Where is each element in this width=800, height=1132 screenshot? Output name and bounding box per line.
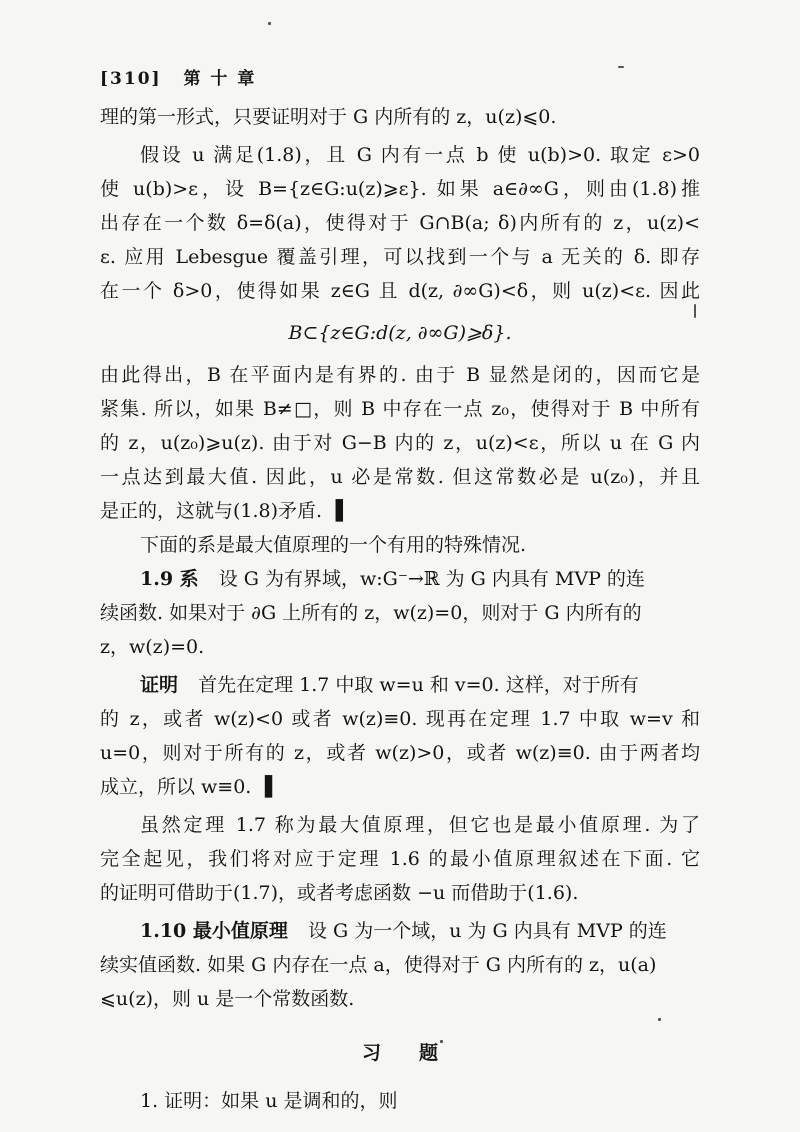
text-line: 假设 u 满足(1.8)，且 G 内有一点 b 使 u(b)>0. 取定 ε>0: [140, 144, 700, 166]
text-line: 虽然定理 1.7 称为最大值原理，但它也是最小值原理. 为了: [140, 814, 700, 836]
text-line: 完全起见，我们将对应于定理 1.6 的最小值原理叙述在下面. 它: [100, 848, 700, 870]
text-line: 续函数. 如果对于 ∂G 上所有的 z，w(z)=0，则对于 G 内所有的: [100, 602, 642, 624]
chapter-title: 第 十 章: [183, 69, 257, 89]
text-line: 下面的系是最大值原理的一个有用的特殊情况.: [140, 534, 527, 556]
text-line: 出存在一个数 δ=δ(a)，使得对于 G∩B(a; δ)内所有的 z，u(z)<: [100, 212, 700, 234]
theorem-1-10: [140, 918, 700, 944]
text-line: u=0，则对于所有的 z，或者 w(z)>0，或者 w(z)≡0. 由于两者均: [100, 742, 700, 764]
scan-speck: [440, 1040, 443, 1043]
text-line: ⩽u(z)，则 u 是一个常数函数.: [100, 988, 355, 1010]
corollary-label: 1.9 系: [140, 568, 199, 590]
page-number: [310]: [100, 69, 162, 89]
corollary-1-9: [140, 566, 700, 592]
scan-speck: [268, 22, 271, 25]
proof-block: [140, 672, 700, 698]
text-line: 由此得出，B 在平面内是有界的. 由于 B 显然是闭的，因而它是: [100, 364, 700, 386]
text-line: 的 z，或者 w(z)<0 或者 w(z)≡0. 现再在定理 1.7 中取 w=v 和: [100, 708, 700, 730]
text-line: 成立，所以 w≡0. ▐: [100, 776, 273, 798]
exercise-item: 1. 证明：如果 u 是调和的，则: [140, 1090, 398, 1112]
scan-speck: [694, 304, 696, 318]
display-formula: B⊂{z∈G:d(z, ∂∞G)⩾δ}.: [288, 322, 512, 344]
text-line: ε. 应用 Lebesgue 覆盖引理，可以找到一个与 a 无关的 δ. 即存: [100, 246, 700, 268]
text-line: 紧集. 所以，如果 B≠□，则 B 中存在一点 z₀，使得对于 B 中所有: [100, 398, 700, 420]
text-line: 一点达到最大值. 因此，u 必是常数. 但这常数必是 u(z₀)，并且: [100, 466, 700, 488]
theorem-label: 1.10 最小值原理: [140, 920, 288, 942]
text-line: 的证明可借助于(1.7)，或者考虑函数 −u 而借助于(1.6).: [100, 882, 579, 904]
exercises-heading: 习 题: [361, 1042, 438, 1064]
text-line: 设 G 为一个域，u 为 G 内具有 MVP 的连: [307, 920, 667, 942]
text-line: 在一个 δ>0，使得如果 z∈G 且 d(z, ∂∞G)<δ，则 u(z)<ε. 因此: [100, 280, 700, 302]
text-line: z，w(z)=0.: [100, 636, 205, 658]
scan-speck: [618, 66, 624, 68]
text-line: 理的第一形式，只要证明对于 G 内所有的 z，u(z)⩽0.: [100, 106, 557, 128]
text-line: 的 z，u(z₀)⩾u(z). 由于对 G−B 内的 z，u(z)<ε，所以 u 在 G 内: [100, 432, 700, 454]
text-line: 首先在定理 1.7 中取 w=u 和 v=0. 这样，对于所有: [198, 674, 639, 696]
text-line: 设 G 为有界域，w:G⁻→ℝ 为 G 内具有 MVP 的连: [218, 568, 645, 590]
running-header: [100, 64, 256, 89]
scan-speck: [658, 1018, 661, 1021]
proof-label: 证明: [140, 674, 179, 696]
text-line: 是正的，这就与(1.8)矛盾. ▐: [100, 500, 343, 522]
text-line: 使 u(b)>ε，设 B={z∈G:u(z)⩾ε}. 如果 a∈∂∞G，则由(1.8)推: [100, 178, 700, 200]
text-line: 续实值函数. 如果 G 内存在一点 a，使得对于 G 内所有的 z，u(a): [100, 954, 657, 976]
